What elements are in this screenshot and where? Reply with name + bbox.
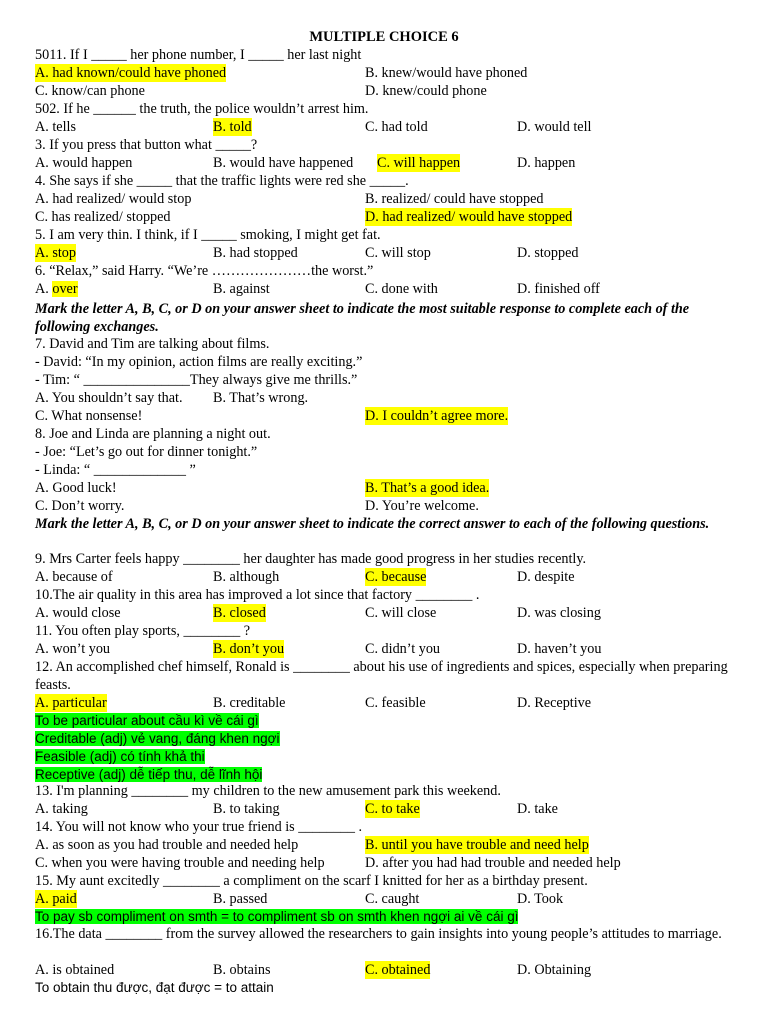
question-7-dialogue-2: - Tim: “ _______________They always give me thrills.”	[35, 372, 358, 388]
question-8-dialogue-2: - Linda: “ _____________ ”	[35, 462, 196, 478]
option-c: C. didn’t you	[365, 641, 441, 657]
question-15-stem: 15. My aunt excitedly ________ a compliment on the scarf I knitted for her as a birthday present.	[35, 873, 588, 889]
question-12-stem: 12. An accomplished chef himself, Ronald is ________ about his use of ingredients and spices, especially when preparing feasts.	[35, 659, 728, 693]
option-c: C. caught	[365, 891, 420, 907]
option-c: C. What nonsense!	[35, 408, 143, 424]
option-c: C. had told	[365, 119, 428, 135]
question-8-stem: 8. Joe and Linda are planning a night out.	[35, 426, 271, 442]
option-a-answer: A. stop	[35, 245, 76, 261]
vocab-note-text: To be particular about cầu kì về cái gì	[35, 713, 259, 728]
option-d: D. stopped	[517, 245, 579, 261]
option-c-answer: C. obtained	[365, 962, 431, 978]
option-d: D. was closing	[517, 605, 601, 621]
question-4-stem: 4. She says if she _____ that the traffic lights were red she _____.	[35, 173, 409, 189]
option-c-answer: C. will happen	[377, 155, 461, 171]
option-b-answer: B. until you have trouble and need help	[365, 837, 589, 853]
option-b: B. realized/ could have stopped	[365, 191, 544, 207]
vocab-note-text: Creditable (adj) vẻ vang, đáng khen ngợi	[35, 731, 280, 746]
option-a: A. as soon as you had trouble and needed help	[35, 837, 299, 853]
option-a: A. Good luck!	[35, 480, 117, 496]
option-d: D. after you had had trouble and needed help	[365, 855, 621, 871]
option-b-answer: B. That’s a good idea.	[365, 480, 490, 496]
option-letter: A.	[35, 281, 53, 297]
option-d: D. despite	[517, 569, 575, 585]
option-b: B. although	[213, 569, 280, 585]
option-d: D. finished off	[517, 281, 600, 297]
question-502-stem: 502. If he ______ the truth, the police wouldn’t arrest him.	[35, 101, 369, 117]
question-8-dialogue-1: - Joe: “Let’s go out for dinner tonight.”	[35, 444, 258, 460]
option-a-answer: A. particular	[35, 695, 107, 711]
option-c: C. Don’t worry.	[35, 498, 125, 514]
vocab-note-text: Receptive (adj) dễ tiếp thu, dễ lĩnh hội	[35, 767, 263, 782]
option-d: D. haven’t you	[517, 641, 602, 657]
vocab-note	[35, 748, 744, 766]
option-a: A. had realized/ would stop	[35, 191, 192, 207]
question-7-dialogue-1: - David: “In my opinion, action films are really exciting.”	[35, 354, 363, 370]
option-b: B. obtains	[213, 962, 271, 978]
option-b: B. had stopped	[213, 245, 298, 261]
question-10-stem: 10.The air quality in this area has improved a lot since that factory ________ .	[35, 587, 480, 603]
question-14-stem: 14. You will not know who your true friend is ________ .	[35, 819, 363, 835]
option-a: A. taking	[35, 801, 88, 817]
option-c-answer: C. to take	[365, 801, 420, 817]
option-a: A. won’t you	[35, 641, 111, 657]
option-d: D. knew/could phone	[365, 83, 487, 99]
question-11-stem: 11. You often play sports, ________ ?	[35, 623, 251, 639]
section-instruction: Mark the letter A, B, C, or D on your answer sheet to indicate the correct answer to each of the following questions.	[35, 516, 710, 532]
option-a: A. tells	[35, 119, 76, 135]
question-7-stem: 7. David and Tim are talking about films.	[35, 336, 270, 352]
question-3-stem: 3. If you press that button what _____?	[35, 137, 258, 153]
question-6-stem: 6. “Relax,” said Harry. “We’re …………………the worst.”	[35, 263, 374, 279]
option-a	[35, 280, 78, 298]
option-d: D. You’re welcome.	[365, 498, 479, 514]
option-d: D. Receptive	[517, 695, 592, 711]
option-d: D. take	[517, 801, 558, 817]
option-c: C. will stop	[365, 245, 431, 261]
option-a: A. because of	[35, 569, 113, 585]
vocab-note	[35, 712, 744, 730]
option-c: C. done with	[365, 281, 438, 297]
vocab-note	[35, 908, 744, 926]
vocab-note-text: To obtain thu được, đạt được = to attain	[35, 980, 274, 995]
option-b-answer: B. don’t you	[213, 641, 285, 657]
option-a: A. would happen	[35, 155, 133, 171]
section-instruction: Mark the letter A, B, C, or D on your answer sheet to indicate the most suitable response to complete each of the following exchanges.	[35, 301, 690, 335]
option-c: C. know/can phone	[35, 83, 145, 99]
option-a: A. would close	[35, 605, 121, 621]
question-5-stem: 5. I am very thin. I think, if I _____ smoking, I might get fat.	[35, 227, 381, 243]
option-b: B. creditable	[213, 695, 286, 711]
vocab-note	[35, 730, 744, 748]
option-b: B. knew/would have phoned	[365, 65, 528, 81]
question-13-stem: 13. I'm planning ________ my children to the new amusement park this weekend.	[35, 783, 501, 799]
option-d: D. Obtaining	[517, 962, 592, 978]
option-b: B. against	[213, 281, 270, 297]
vocab-note-text: Feasible (adj) có tính khả thi	[35, 749, 205, 764]
option-a-answer: A. paid	[35, 891, 77, 907]
question-16-stem: 16.The data ________ from the survey allowed the researchers to gain insights into young people’s attitudes to marriage.	[35, 926, 722, 942]
question-5011-stem: 5011. If I _____ her phone number, I _____ her last night	[35, 47, 362, 63]
option-b: B. to taking	[213, 801, 280, 817]
vocab-note-text: To pay sb compliment on smth = to compliment sb on smth khen ngợi ai về cái gì	[35, 909, 519, 924]
option-c: C. will close	[365, 605, 437, 621]
option-b: B. That’s wrong.	[213, 390, 309, 406]
option-b: B. passed	[213, 891, 268, 907]
option-d: D. Took	[517, 891, 564, 907]
option-c: C. has realized/ stopped	[35, 209, 171, 225]
option-d-answer: D. had realized/ would have stopped	[365, 209, 573, 225]
option-c-answer: C. because	[365, 569, 427, 585]
option-d: D. would tell	[517, 119, 592, 135]
vocab-note	[35, 979, 744, 997]
option-a: A. is obtained	[35, 962, 115, 978]
option-b-answer: B. told	[213, 119, 252, 135]
option-c: C. feasible	[365, 695, 426, 711]
option-c: C. when you were having trouble and needing help	[35, 855, 325, 871]
option-a-answer-word: over	[52, 281, 78, 297]
question-9-stem: 9. Mrs Carter feels happy ________ her daughter has made good progress in her studies recently.	[35, 551, 587, 567]
option-b: B. would have happened	[213, 155, 354, 171]
option-b-answer: B. closed	[213, 605, 266, 621]
option-a: A. You shouldn’t say that.	[35, 390, 183, 406]
option-d-answer: D. I couldn’t agree more.	[365, 408, 509, 424]
option-a-answer: A. had known/could have phoned	[35, 65, 227, 81]
page-title: MULTIPLE CHOICE 6	[309, 29, 459, 45]
option-d: D. happen	[517, 155, 576, 171]
